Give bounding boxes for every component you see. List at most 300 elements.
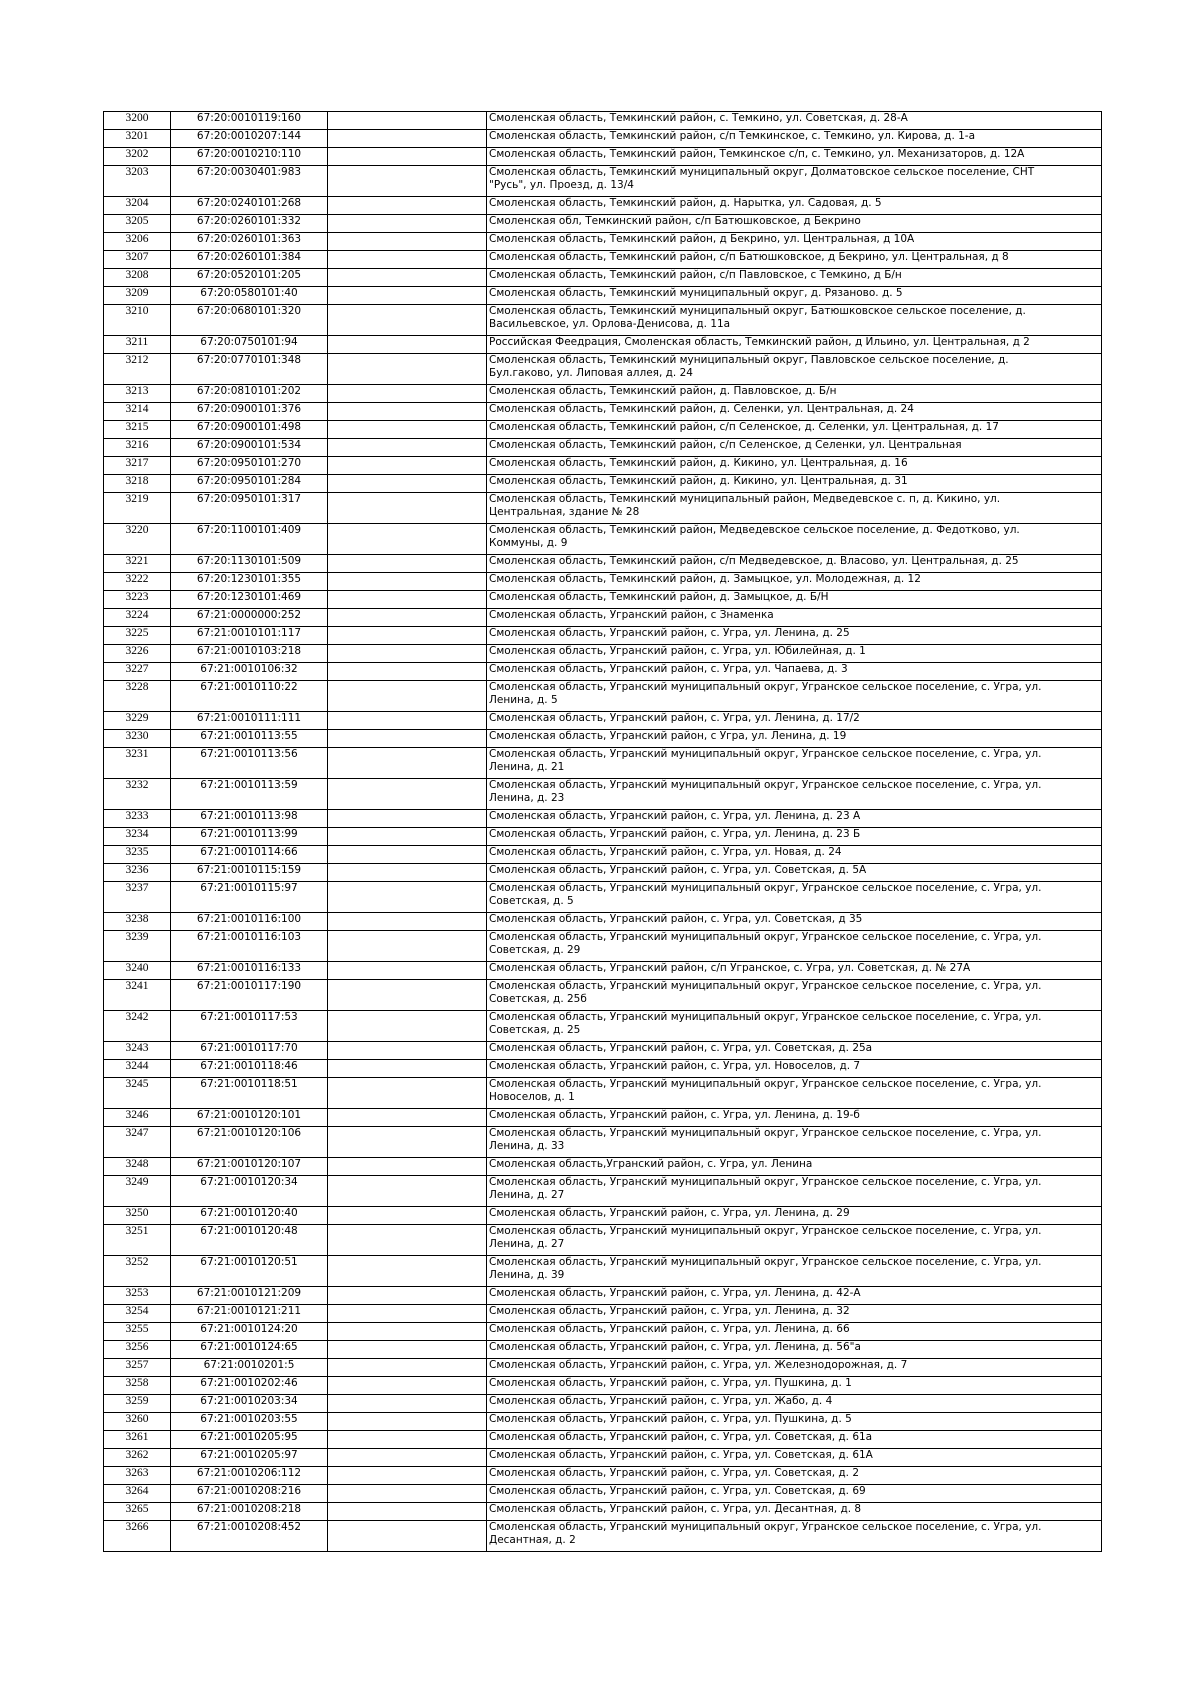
table-row <box>104 269 1102 287</box>
empty-cell <box>328 1485 487 1503</box>
cadastral-number-cell: 67:20:0580101:40 <box>171 287 328 305</box>
row-number-cell: 3225 <box>104 627 171 645</box>
cadastral-number-cell: 67:21:0010120:101 <box>171 1109 328 1127</box>
row-number-cell: 3219 <box>104 493 171 524</box>
table-row <box>104 1176 1102 1207</box>
row-number-cell: 3200 <box>104 112 171 130</box>
empty-cell <box>328 1225 487 1256</box>
cadastral-number-cell: 67:21:0010113:99 <box>171 828 328 846</box>
address-line: Смоленская область, Темкинский район, д. Замыцкое, ул. Молодежная, д. 12 <box>489 573 921 585</box>
address-line: Смоленская область, Угранский муниципальный округ, Угранское сельское поселение, с. Угра, ул. <box>489 1225 1042 1237</box>
table-row <box>104 403 1102 421</box>
address-line: Смоленская область, Угранский район, с. Угра, ул. Советская, д. 61А <box>489 1449 873 1461</box>
cadastral-number-cell: 67:21:0010117:190 <box>171 980 328 1011</box>
table-row <box>104 439 1102 457</box>
empty-cell <box>328 779 487 810</box>
table-row <box>104 1449 1102 1467</box>
empty-cell <box>328 1377 487 1395</box>
empty-cell <box>328 475 487 493</box>
cadastral-number-cell: 67:20:0010210:110 <box>171 148 328 166</box>
row-number-cell: 3212 <box>104 354 171 385</box>
address-cell <box>487 1127 1102 1158</box>
cadastral-number-cell: 67:21:0010115:97 <box>171 882 328 913</box>
empty-cell <box>328 1109 487 1127</box>
table-row <box>104 645 1102 663</box>
row-number-cell: 3213 <box>104 385 171 403</box>
table-row <box>104 421 1102 439</box>
row-number-cell: 3221 <box>104 555 171 573</box>
table-row <box>104 305 1102 336</box>
address-line: Смоленская область, Угранский муниципальный округ, Угранское сельское поселение, с. Угра, ул. <box>489 1127 1042 1139</box>
table-row <box>104 748 1102 779</box>
address-line: Смоленская область, Угранский муниципальный округ, Угранское сельское поселение, с. Угра, ул. <box>489 980 1042 992</box>
cadastral-number-cell: 67:21:0010114:66 <box>171 846 328 864</box>
empty-cell <box>328 962 487 980</box>
cadastral-number-cell: 67:20:0010119:160 <box>171 112 328 130</box>
table-row <box>104 828 1102 846</box>
table-row <box>104 1359 1102 1377</box>
address-line: Смоленская область, Угранский район, с. Угра, ул. Ленина, д. 23 Б <box>489 828 861 840</box>
empty-cell <box>328 1256 487 1287</box>
table-row <box>104 591 1102 609</box>
cadastral-number-cell: 67:21:0010120:34 <box>171 1176 328 1207</box>
address-line: Смоленская область, Темкинский район, д. Замыцкое, д. Б/Н <box>489 591 829 603</box>
table-row <box>104 475 1102 493</box>
cadastral-number-cell: 67:20:0010207:144 <box>171 130 328 148</box>
empty-cell <box>328 931 487 962</box>
table-row <box>104 846 1102 864</box>
table-row <box>104 524 1102 555</box>
empty-cell <box>328 385 487 403</box>
table-row <box>104 1256 1102 1287</box>
address-cell <box>487 1413 1102 1431</box>
address-line: Смоленская область, Угранский район, с. Угра, ул. Новоселов, д. 7 <box>489 1060 861 1072</box>
address-cell <box>487 1060 1102 1078</box>
address-line: Советская, д. 5 <box>489 894 574 907</box>
table-row <box>104 1521 1102 1552</box>
row-number-cell: 3220 <box>104 524 171 555</box>
empty-cell <box>328 681 487 712</box>
property-registry-table <box>103 111 1102 1552</box>
cadastral-number-cell: 67:20:0950101:284 <box>171 475 328 493</box>
address-line: Смоленская область, Угранский район, с. Угра, ул. Советская, д. 2 <box>489 1467 859 1479</box>
empty-cell <box>328 233 487 251</box>
address-line: Смоленская область, Темкинский муниципальный округ, Батюшковское сельское поселение, д. <box>489 305 1026 317</box>
empty-cell <box>328 403 487 421</box>
row-number-cell: 3241 <box>104 980 171 1011</box>
address-cell <box>487 1109 1102 1127</box>
row-number-cell: 3223 <box>104 591 171 609</box>
address-cell <box>487 475 1102 493</box>
table-row <box>104 730 1102 748</box>
address-line: Смоленская область, Угранский район, с. Угра, ул. Юбилейная, д. 1 <box>489 645 866 657</box>
row-number-cell: 3205 <box>104 215 171 233</box>
table-row <box>104 712 1102 730</box>
row-number-cell: 3248 <box>104 1158 171 1176</box>
row-number-cell: 3262 <box>104 1449 171 1467</box>
address-line: Смоленская область, Темкинский район, д. Павловское, д. Б/н <box>489 385 837 397</box>
cadastral-number-cell: 67:20:0680101:320 <box>171 305 328 336</box>
address-cell <box>487 1078 1102 1109</box>
table-row <box>104 251 1102 269</box>
address-line: Смоленская область, Угранский район, с/п Угранское, с. Угра, ул. Советская, д. № 27А <box>489 962 971 974</box>
address-line: Смоленская область, Темкинский район, с/п Батюшковское, д Бекрино, ул. Центральная, д 8 <box>489 251 1009 263</box>
address-cell <box>487 846 1102 864</box>
address-line: Смоленская область, Угранский муниципальный округ, Угранское сельское поселение, с. Угра, ул. <box>489 1011 1042 1023</box>
address-line: Смоленская область, Угранский район, с. Угра, ул. Ленина, д. 66 <box>489 1323 850 1335</box>
row-number-cell: 3209 <box>104 287 171 305</box>
table-row <box>104 1467 1102 1485</box>
empty-cell <box>328 555 487 573</box>
table-row <box>104 882 1102 913</box>
cadastral-number-cell: 67:20:0900101:534 <box>171 439 328 457</box>
table-row <box>104 1225 1102 1256</box>
empty-cell <box>328 1341 487 1359</box>
row-number-cell: 3214 <box>104 403 171 421</box>
address-cell <box>487 287 1102 305</box>
table-row <box>104 573 1102 591</box>
cadastral-number-cell: 67:21:0010113:98 <box>171 810 328 828</box>
address-cell <box>487 1467 1102 1485</box>
address-line: Смоленская область, Темкинский район, Медведевское сельское поселение, д. Федотково, ул. <box>489 524 1020 536</box>
empty-cell <box>328 439 487 457</box>
address-cell <box>487 591 1102 609</box>
address-line: Смоленская область, Угранский район, с. Угра, ул. Советская, д. 61а <box>489 1431 873 1443</box>
cadastral-number-cell: 67:21:0010117:53 <box>171 1011 328 1042</box>
empty-cell <box>328 1287 487 1305</box>
empty-cell <box>328 1503 487 1521</box>
address-line: Смоленская область, Угранский район, с. Угра, ул. Новая, д. 24 <box>489 846 842 858</box>
cadastral-number-cell: 67:21:0010121:211 <box>171 1305 328 1323</box>
cadastral-number-cell: 67:21:0010116:103 <box>171 931 328 962</box>
row-number-cell: 3202 <box>104 148 171 166</box>
table-row <box>104 627 1102 645</box>
empty-cell <box>328 846 487 864</box>
row-number-cell: 3233 <box>104 810 171 828</box>
table-row <box>104 1413 1102 1431</box>
table-row <box>104 233 1102 251</box>
table-row <box>104 1158 1102 1176</box>
address-cell <box>487 828 1102 846</box>
cadastral-number-cell: 67:20:0520101:205 <box>171 269 328 287</box>
address-cell <box>487 1521 1102 1552</box>
cadastral-number-cell: 67:20:0260101:332 <box>171 215 328 233</box>
empty-cell <box>328 810 487 828</box>
empty-cell <box>328 421 487 439</box>
row-number-cell: 3259 <box>104 1395 171 1413</box>
cadastral-number-cell: 67:20:0810101:202 <box>171 385 328 403</box>
address-line: Смоленская область, Темкинский район, с/п Павловское, с Темкино, д Б/н <box>489 269 902 281</box>
row-number-cell: 3203 <box>104 166 171 197</box>
address-cell <box>487 1431 1102 1449</box>
address-cell <box>487 354 1102 385</box>
empty-cell <box>328 864 487 882</box>
address-cell <box>487 457 1102 475</box>
row-number-cell: 3261 <box>104 1431 171 1449</box>
row-number-cell: 3242 <box>104 1011 171 1042</box>
empty-cell <box>328 112 487 130</box>
cadastral-number-cell: 67:21:0010208:216 <box>171 1485 328 1503</box>
empty-cell <box>328 148 487 166</box>
address-line: Смоленская область, Угранский район, с Знаменка <box>489 609 774 621</box>
row-number-cell: 3253 <box>104 1287 171 1305</box>
cadastral-number-cell: 67:21:0010118:51 <box>171 1078 328 1109</box>
cadastral-number-cell: 67:21:0010206:112 <box>171 1467 328 1485</box>
cadastral-number-cell: 67:20:0750101:94 <box>171 336 328 354</box>
empty-cell <box>328 1359 487 1377</box>
table-row <box>104 864 1102 882</box>
address-cell <box>487 403 1102 421</box>
table-row <box>104 215 1102 233</box>
address-cell <box>487 1503 1102 1521</box>
address-cell <box>487 166 1102 197</box>
address-line: Смоленская обл, Темкинский район, с/п Батюшковское, д Бекрино <box>489 215 861 227</box>
cadastral-number-cell: 67:21:0010116:100 <box>171 913 328 931</box>
address-cell <box>487 1485 1102 1503</box>
row-number-cell: 3255 <box>104 1323 171 1341</box>
address-line: Смоленская область, Угранский муниципальный округ, Угранское сельское поселение, с. Угра, ул. <box>489 779 1042 791</box>
address-cell <box>487 748 1102 779</box>
address-cell <box>487 864 1102 882</box>
address-cell <box>487 980 1102 1011</box>
address-line: Коммуны, д. 9 <box>489 536 568 549</box>
address-line: Смоленская область, Темкинский муниципальный округ, д. Рязаново. д. 5 <box>489 287 903 299</box>
cadastral-number-cell: 67:21:0010208:218 <box>171 1503 328 1521</box>
table-row <box>104 779 1102 810</box>
address-line: Советская, д. 25 <box>489 1023 581 1036</box>
row-number-cell: 3218 <box>104 475 171 493</box>
table-row <box>104 1109 1102 1127</box>
address-cell <box>487 962 1102 980</box>
row-number-cell: 3222 <box>104 573 171 591</box>
table-row <box>104 457 1102 475</box>
address-line: Центральная, здание № 28 <box>489 505 640 518</box>
row-number-cell: 3258 <box>104 1377 171 1395</box>
address-line: Смоленская область, Темкинский район, д. Селенки, ул. Центральная, д. 24 <box>489 403 914 415</box>
address-line: Смоленская область, Угранский муниципальный округ, Угранское сельское поселение, с. Угра, ул. <box>489 681 1042 693</box>
address-line: Советская, д. 25б <box>489 992 587 1005</box>
empty-cell <box>328 1521 487 1552</box>
cadastral-number-cell: 67:21:0010120:40 <box>171 1207 328 1225</box>
cadastral-number-cell: 67:21:0010124:65 <box>171 1341 328 1359</box>
empty-cell <box>328 748 487 779</box>
address-line: Смоленская область, Темкинский район, с. Темкино, ул. Советская, д. 28-А <box>489 112 908 124</box>
address-line: Смоленская область, Угранский муниципальный округ, Угранское сельское поселение, с. Угра, ул. <box>489 748 1042 760</box>
address-cell <box>487 882 1102 913</box>
address-cell <box>487 112 1102 130</box>
row-number-cell: 3250 <box>104 1207 171 1225</box>
address-line: Ленина, д. 21 <box>489 760 565 773</box>
row-number-cell: 3240 <box>104 962 171 980</box>
empty-cell <box>328 166 487 197</box>
address-cell <box>487 439 1102 457</box>
address-cell <box>487 1256 1102 1287</box>
address-cell <box>487 730 1102 748</box>
cadastral-number-cell: 67:20:0900101:498 <box>171 421 328 439</box>
address-line: Смоленская область, Темкинский район, Темкинское с/п, с. Темкино, ул. Механизаторов, д. 12А <box>489 148 1025 160</box>
row-number-cell: 3263 <box>104 1467 171 1485</box>
empty-cell <box>328 1060 487 1078</box>
row-number-cell: 3265 <box>104 1503 171 1521</box>
address-line: Ленина, д. 33 <box>489 1139 565 1152</box>
address-cell <box>487 627 1102 645</box>
empty-cell <box>328 1467 487 1485</box>
address-line: Смоленская область, Темкинский район, с/п Селенское, д Селенки, ул. Центральная <box>489 439 962 451</box>
address-line: Ленина, д. 27 <box>489 1237 565 1250</box>
table-row <box>104 1503 1102 1521</box>
cadastral-number-cell: 67:21:0010117:70 <box>171 1042 328 1060</box>
table-row <box>104 1377 1102 1395</box>
table-row <box>104 1395 1102 1413</box>
empty-cell <box>328 1011 487 1042</box>
cadastral-number-cell: 67:21:0010113:55 <box>171 730 328 748</box>
empty-cell <box>328 1042 487 1060</box>
table-row <box>104 931 1102 962</box>
table-row <box>104 197 1102 215</box>
table-row <box>104 913 1102 931</box>
address-cell <box>487 305 1102 336</box>
address-cell <box>487 1176 1102 1207</box>
table-row <box>104 354 1102 385</box>
address-line: Ленина, д. 23 <box>489 791 565 804</box>
row-number-cell: 3231 <box>104 748 171 779</box>
table-row <box>104 1287 1102 1305</box>
address-line: Смоленская область, Угранский район, с. Угра, ул. Советская, д. 5А <box>489 864 867 876</box>
table-row <box>104 1341 1102 1359</box>
address-cell <box>487 609 1102 627</box>
address-line: Смоленская область, Темкинский район, с/п Медведевское, д. Власово, ул. Центральная, д. 25 <box>489 555 1019 567</box>
empty-cell <box>328 1395 487 1413</box>
cadastral-number-cell: 67:20:0950101:270 <box>171 457 328 475</box>
cadastral-number-cell: 67:21:0010201:5 <box>171 1359 328 1377</box>
empty-cell <box>328 1176 487 1207</box>
address-cell <box>487 1011 1102 1042</box>
address-line: Смоленская область, Темкинский муниципальный округ, Павловское сельское поселение, д. <box>489 354 1009 366</box>
empty-cell <box>328 197 487 215</box>
cadastral-number-cell: 67:21:0010111:111 <box>171 712 328 730</box>
row-number-cell: 3206 <box>104 233 171 251</box>
table-row <box>104 980 1102 1011</box>
table-row <box>104 555 1102 573</box>
address-line: Ленина, д. 5 <box>489 693 558 706</box>
empty-cell <box>328 1127 487 1158</box>
address-line: Смоленская область, Угранский муниципальный округ, Угранское сельское поселение, с. Угра, ул. <box>489 1521 1042 1533</box>
empty-cell <box>328 1323 487 1341</box>
table-row <box>104 148 1102 166</box>
address-line: Смоленская область, Темкинский район, д. Нарытка, ул. Садовая, д. 5 <box>489 197 882 209</box>
address-cell <box>487 197 1102 215</box>
cadastral-number-cell: 67:20:0260101:363 <box>171 233 328 251</box>
cadastral-number-cell: 67:21:0010208:452 <box>171 1521 328 1552</box>
cadastral-number-cell: 67:20:0770101:348 <box>171 354 328 385</box>
address-line: Смоленская область, Темкинский район, д Бекрино, ул. Центральная, д 10А <box>489 233 915 245</box>
address-cell <box>487 1287 1102 1305</box>
cadastral-number-cell: 67:21:0010118:46 <box>171 1060 328 1078</box>
row-number-cell: 3204 <box>104 197 171 215</box>
address-cell <box>487 810 1102 828</box>
row-number-cell: 3234 <box>104 828 171 846</box>
cadastral-number-cell: 67:20:0260101:384 <box>171 251 328 269</box>
empty-cell <box>328 712 487 730</box>
address-cell <box>487 1395 1102 1413</box>
row-number-cell: 3246 <box>104 1109 171 1127</box>
address-cell <box>487 251 1102 269</box>
empty-cell <box>328 457 487 475</box>
address-line: Смоленская область, Угранский муниципальный округ, Угранское сельское поселение, с. Угра, ул. <box>489 1176 1042 1188</box>
address-cell <box>487 1341 1102 1359</box>
table-row <box>104 1305 1102 1323</box>
row-number-cell: 3247 <box>104 1127 171 1158</box>
address-cell <box>487 215 1102 233</box>
row-number-cell: 3201 <box>104 130 171 148</box>
address-cell <box>487 931 1102 962</box>
address-line: Новоселов, д. 1 <box>489 1090 575 1103</box>
empty-cell <box>328 882 487 913</box>
address-line: Смоленская область, Угранский район, с. Угра, ул. Ленина, д. 25 <box>489 627 850 639</box>
address-cell <box>487 779 1102 810</box>
row-number-cell: 3217 <box>104 457 171 475</box>
empty-cell <box>328 215 487 233</box>
table-row <box>104 1078 1102 1109</box>
cadastral-number-cell: 67:21:0000000:252 <box>171 609 328 627</box>
row-number-cell: 3244 <box>104 1060 171 1078</box>
table-row <box>104 663 1102 681</box>
empty-cell <box>328 980 487 1011</box>
empty-cell <box>328 627 487 645</box>
cadastral-number-cell: 67:21:0010205:95 <box>171 1431 328 1449</box>
row-number-cell: 3251 <box>104 1225 171 1256</box>
table-row <box>104 336 1102 354</box>
address-cell <box>487 913 1102 931</box>
table-row <box>104 130 1102 148</box>
address-line: Смоленская область, Угранский район, с. Угра, ул. Ленина, д. 42-А <box>489 1287 861 1299</box>
cadastral-number-cell: 67:20:1230101:355 <box>171 573 328 591</box>
cadastral-number-cell: 67:21:0010202:46 <box>171 1377 328 1395</box>
empty-cell <box>328 591 487 609</box>
empty-cell <box>328 1305 487 1323</box>
row-number-cell: 3260 <box>104 1413 171 1431</box>
address-line: Российская Феедрация, Смоленская область, Темкинский район, д Ильино, ул. Центральная, д 2 <box>489 336 1030 348</box>
empty-cell <box>328 269 487 287</box>
address-line: Смоленская область, Угранский муниципальный округ, Угранское сельское поселение, с. Угра, ул. <box>489 1078 1042 1090</box>
address-line: Смоленская область, Угранский район, с Угра, ул. Ленина, д. 19 <box>489 730 847 742</box>
cadastral-number-cell: 67:21:0010203:34 <box>171 1395 328 1413</box>
address-cell <box>487 1449 1102 1467</box>
address-line: Смоленская область, Угранский район, с. Угра, ул. Железнодорожная, д. 7 <box>489 1359 908 1371</box>
cadastral-number-cell: 67:21:0010110:22 <box>171 681 328 712</box>
empty-cell <box>328 251 487 269</box>
cadastral-number-cell: 67:21:0010205:97 <box>171 1449 328 1467</box>
address-cell <box>487 1377 1102 1395</box>
address-line: Смоленская область, Угранский район, с. Угра, ул. Ленина, д. 32 <box>489 1305 850 1317</box>
address-line: Смоленская область, Угранский район, с. Угра, ул. Ленина, д. 56"а <box>489 1341 861 1353</box>
table-row <box>104 112 1102 130</box>
cadastral-number-cell: 67:21:0010120:106 <box>171 1127 328 1158</box>
address-cell <box>487 493 1102 524</box>
address-cell <box>487 645 1102 663</box>
table-row <box>104 1207 1102 1225</box>
address-line: Смоленская область, Угранский район, с. Угра, ул. Ленина, д. 19-б <box>489 1109 860 1121</box>
empty-cell <box>328 1207 487 1225</box>
cadastral-number-cell: 67:21:0010113:59 <box>171 779 328 810</box>
row-number-cell: 3257 <box>104 1359 171 1377</box>
address-line: Смоленская область, Угранский район, с. Угра, ул. Советская, д. 25а <box>489 1042 873 1054</box>
address-line: Смоленская область, Угранский муниципальный округ, Угранское сельское поселение, с. Угра, ул. <box>489 882 1042 894</box>
table-row <box>104 681 1102 712</box>
address-cell <box>487 1323 1102 1341</box>
row-number-cell: 3264 <box>104 1485 171 1503</box>
address-line: Смоленская область, Угранский район, с. Угра, ул. Ленина, д. 17/2 <box>489 712 860 724</box>
